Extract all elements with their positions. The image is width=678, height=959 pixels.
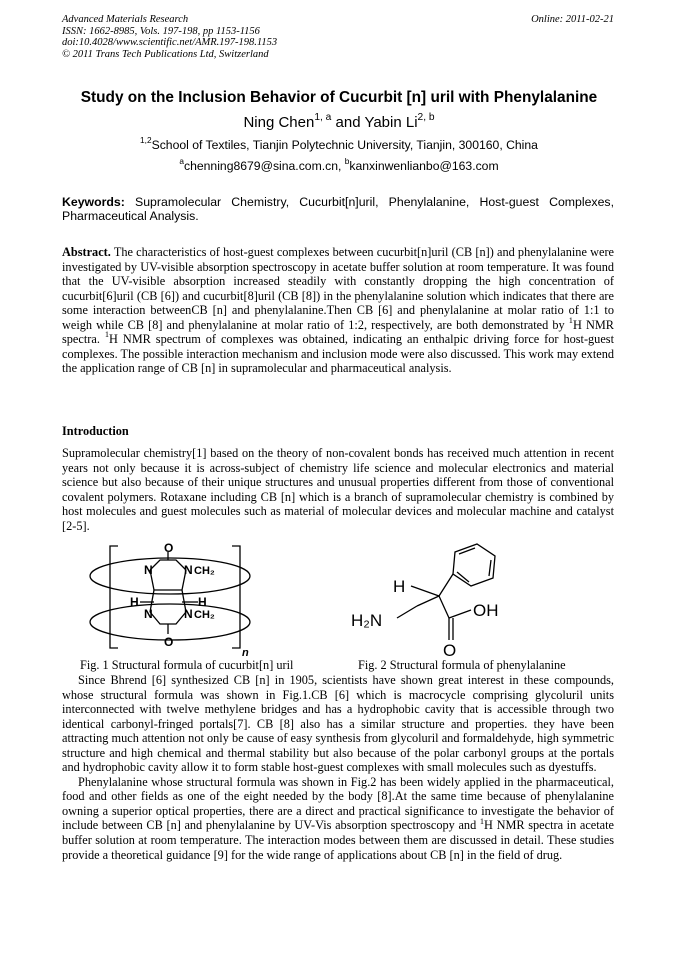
fig2-phenylalanine-structure bbox=[345, 540, 515, 658]
intro-p3-text-b: H NMR spectra in acetate buffer solution at room temperature. The interaction modes between them are discussed in detail. These studies provide a theoretical guidance [9] for the wide range of applications about CB [n] in the field of drug. bbox=[62, 818, 614, 862]
abstract-label: Abstract. bbox=[62, 245, 111, 259]
intro-paragraph-2-3 bbox=[62, 673, 614, 862]
online-date: Online: 2011-02-21 bbox=[531, 14, 614, 25]
doi-line: doi:10.4028/www.scientific.net/AMR.197-198.1153 bbox=[62, 37, 278, 49]
author-2: Yabin Li bbox=[364, 114, 418, 131]
fig2-h2n: H₂N bbox=[351, 611, 383, 630]
keywords bbox=[62, 195, 614, 223]
author-2-sup: 2, b bbox=[417, 111, 435, 123]
abstract bbox=[62, 245, 614, 376]
affiliation-text: School of Textiles, Tianjin Polytechnic University, Tianjin, 300160, China bbox=[151, 138, 538, 152]
abstract-text-2: H NMR spectra. bbox=[62, 317, 614, 347]
author-line bbox=[0, 111, 678, 131]
abstract-text-3: H NMR spectrum of complexes was obtained, indicating an enthalpic driving force for host-guest complexes. The possible interaction mechanism and inclusion mode were also discussed. This work may extend the application range of CB [n] in supramolecular and pharmaceutical analysis. bbox=[62, 332, 614, 376]
intro-heading: Introduction bbox=[62, 424, 129, 438]
fig2-oh: OH bbox=[473, 601, 499, 620]
abstract-sup-2: 1 bbox=[104, 330, 110, 340]
journal-name: Advanced Materials Research bbox=[62, 14, 189, 25]
intro-p3-text-a: Phenylalanine whose structural formula was shown in Fig.2 has been widely applied in the pharmaceutical, food and other fields as one of the eight needed by the body [8].At the same time because of phenylalanine owning a superior optical properties, there are a direct and practical significance to investigate the behavior of include between CB [n] and phenylalanine by UV-Vis absorption spectroscopy and bbox=[62, 774, 614, 833]
fig1-o-top: O bbox=[164, 542, 174, 555]
fig2-h: H bbox=[393, 577, 406, 596]
fig1-n-2: N bbox=[184, 563, 193, 577]
affiliation bbox=[0, 135, 678, 152]
keywords-label: Keywords: bbox=[62, 195, 125, 209]
fig1-o-bottom: O bbox=[164, 635, 174, 649]
fig1-cucurbituril-structure bbox=[82, 542, 272, 660]
email-line bbox=[0, 156, 678, 173]
abstract-text-1: The characteristics of host-guest complexes between cucurbit[n]uril (CB [n]) and phenylalanine were investigated by UV-visible absorption spectroscopy in acetate buffer solution at room temperature. It was found that the UV-visible absorption increased steadily with constantly dropping the high concentration of cucurbit[6]uril (CB [6]) and cucurbit[8]uril (CB [8]) in the phenylalanine solution which indicates that there are some interaction betweenCB [n] and phenylalanine.Then CB [6] and phenylalanine at molar ratio of 1:1 to weigh while CB [8] and phenylalanine at molar ratio of 1:2, respectively, are both demonstrated by bbox=[62, 245, 614, 332]
email-b-sup: b bbox=[344, 156, 350, 167]
fig2-o: O bbox=[443, 641, 457, 658]
email-a-sup: a bbox=[179, 156, 184, 167]
issn-line: ISSN: 1662-8985, Vols. 197-198, pp 1153-1156 bbox=[62, 25, 260, 37]
author-and: and bbox=[331, 114, 365, 131]
abstract-sup-1: 1 bbox=[568, 315, 573, 325]
intro-p1-text: Supramolecular chemistry[1] based on the theory of non-covalent bonds has received much attention in recent years not only because it is across-subject of chemistry life science and molecular electronics and material science but also because of their unique structures and unusual properties different from those of conventional covalent polymers. Rotaxane including CB [n] which is a branch of supramolecular chemistry is combined by host molecules and guest molecules such as material of molecular devices and molecular machine and catalyst [2-5]. bbox=[62, 446, 614, 533]
fig1-n-1: N bbox=[144, 563, 153, 577]
intro-p3 bbox=[62, 775, 614, 862]
author-1-sup: 1, a bbox=[314, 111, 332, 123]
keywords-text: Supramolecular Chemistry, Cucurbit[n]uril, Phenylalanine, Host-guest Complexes, Pharmaceutical Analysis. bbox=[62, 195, 614, 223]
fig1-n-4: N bbox=[184, 607, 193, 621]
email-a: chenning8679@sina.com.cn, bbox=[184, 159, 345, 173]
intro-p3-sup: 1 bbox=[479, 816, 485, 826]
paper-title: Study on the Inclusion Behavior of Cucurbit [n] uril with Phenylalanine bbox=[80, 89, 598, 106]
fig1-ch2-bottom: CH₂ bbox=[194, 609, 215, 621]
intro-p2-text: Since Bhrend [6] synthesized CB [n] in 1905, scientists have shown great interest in these compounds, whose structural formula was shown in Fig.1.CB [6] which is macrocycle comprising glycoluril units interconnected with twelve methylene bridges and has a hydrophobic cavity that is accessible through two identical carbonyl-fringed portals[7]. CB [8] also has a similar structure and properties. they have been attracting much attention not only be cause of easy synthesis from glycoluril and formaldehyde, high symmetric structure and high chemical and thermal stability but also because of the polar carbonyl groups at the portals and hydrophobic cavity allow it to form stable host-guest complexes with small molecules such as dyestuffs. bbox=[62, 673, 614, 775]
journal-header bbox=[62, 14, 614, 60]
fig1-caption: Fig. 1 Structural formula of cucurbit[n] uril bbox=[80, 658, 294, 672]
fig1-ch2-top: CH₂ bbox=[194, 565, 215, 577]
fig1-h-left: H bbox=[130, 595, 139, 609]
fig1-h-right: H bbox=[198, 595, 207, 609]
intro-paragraph-1 bbox=[62, 446, 614, 533]
copyright-line: © 2011 Trans Tech Publications Ltd, Switzerland bbox=[62, 48, 269, 60]
fig1-n-3: N bbox=[144, 607, 153, 621]
email-b: kanxinwenlianbo@163.com bbox=[349, 159, 499, 173]
author-1: Ning Chen bbox=[243, 114, 315, 131]
affiliation-sup: 1,2 bbox=[140, 135, 152, 146]
fig1-subscript-n: n bbox=[242, 647, 249, 659]
fig2-caption: Fig. 2 Structural formula of phenylalanine bbox=[358, 658, 566, 672]
